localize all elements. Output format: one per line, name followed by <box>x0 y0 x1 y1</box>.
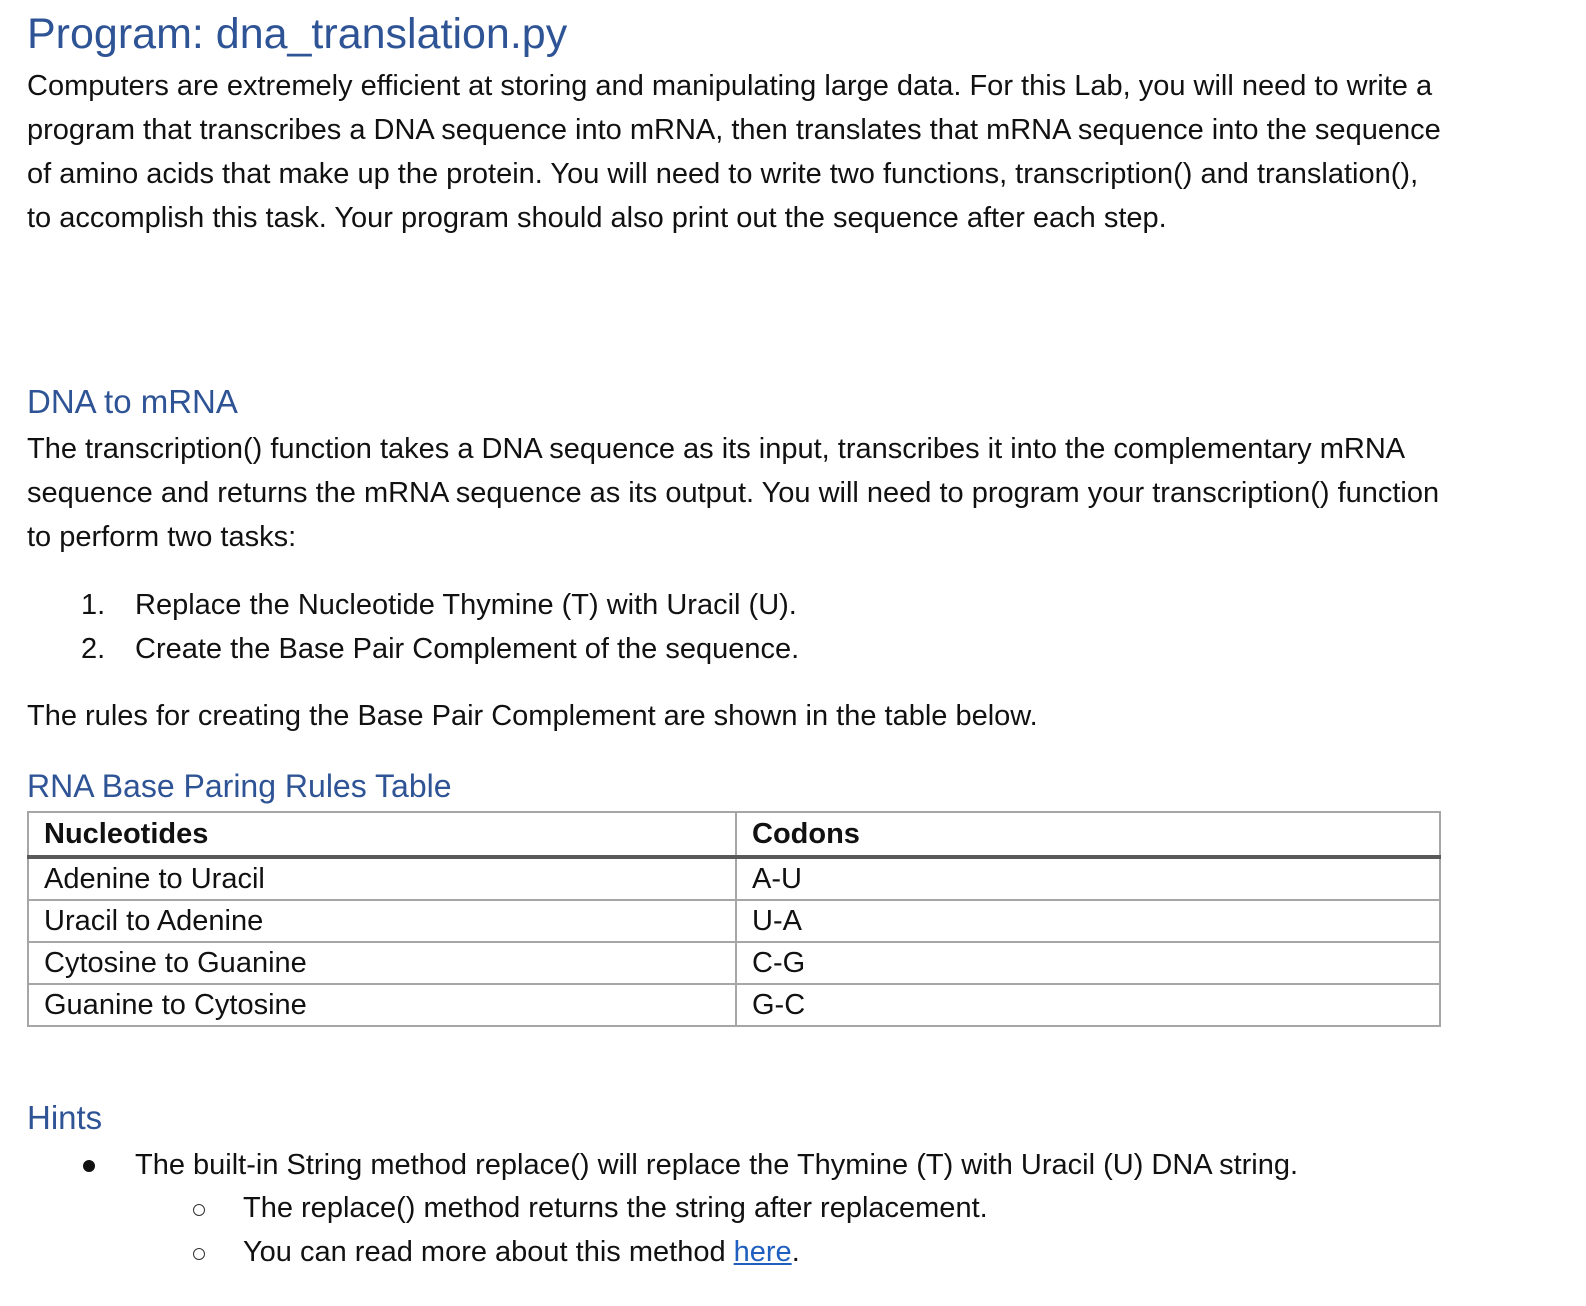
table-cell: Adenine to Uracil <box>28 857 736 900</box>
table-row <box>28 857 1440 900</box>
table-cell: A-U <box>736 857 1440 900</box>
table-header-row <box>28 812 1440 857</box>
rules-note: The rules for creating the Base Pair Complement are shown in the table below. <box>27 700 1038 732</box>
page-title: Program: dna_translation.py <box>27 10 568 58</box>
list-item-text: Replace the Nucleotide Thymine (T) with Uracil (U). <box>135 589 797 621</box>
bullet-icon <box>83 1160 95 1172</box>
hint-sub-suffix: . <box>791 1236 800 1268</box>
hint-sub-prefix: You can read more about this method <box>243 1236 734 1268</box>
table-cell: Cytosine to Guanine <box>28 942 736 984</box>
intro-paragraph: Computers are extremely efficient at storing and manipulating large data. For this Lab, you will need to write a program that transcribes a DNA sequence into mRNA, then translates that mRNA sequence into the sequence of amino acids that make up the protein. You will need to write two functions, transcription() and translation(), to accomplish this task. Your program should also print out the sequence after each step. <box>27 70 1441 234</box>
table-cell: G-C <box>736 984 1440 1026</box>
hint-sub-text: The replace() method returns the string after replacement. <box>243 1192 988 1224</box>
table-cell: Guanine to Cytosine <box>28 984 736 1026</box>
here-link[interactable]: here <box>733 1236 792 1268</box>
base-pairing-rules-table <box>27 811 1441 1027</box>
hint-text: The built-in String method replace() will replace the Thymine (T) with Uracil (U) DNA string. <box>135 1149 1299 1181</box>
table-row <box>28 942 1440 984</box>
hint-sub-text-2 <box>243 1232 800 1272</box>
column-header-codons: Codons <box>736 812 1440 857</box>
list-number: 2. <box>81 633 106 665</box>
transcription-paragraph: The transcription() function takes a DNA sequence as its input, transcribes it into the complementary mRNA sequence and returns the mRNA sequence as its output. You will need to program your transcription() function to perform two tasks: <box>27 433 1440 553</box>
section-heading-hints: Hints <box>27 1099 103 1136</box>
list-item-text: Create the Base Pair Complement of the sequence. <box>135 633 800 665</box>
column-header-nucleotides: Nucleotides <box>28 812 736 857</box>
list-number: 1. <box>81 589 106 621</box>
table-cell: C-G <box>736 942 1440 984</box>
table-cell: Uracil to Adenine <box>28 900 736 942</box>
table-row <box>28 900 1440 942</box>
table-row <box>28 984 1440 1026</box>
section-heading-dna-to-mrna: DNA to mRNA <box>27 383 238 420</box>
circle-bullet-icon <box>193 1248 205 1260</box>
table-caption: RNA Base Paring Rules Table <box>27 768 452 804</box>
table-cell: U-A <box>736 900 1440 942</box>
circle-bullet-icon <box>193 1204 205 1216</box>
